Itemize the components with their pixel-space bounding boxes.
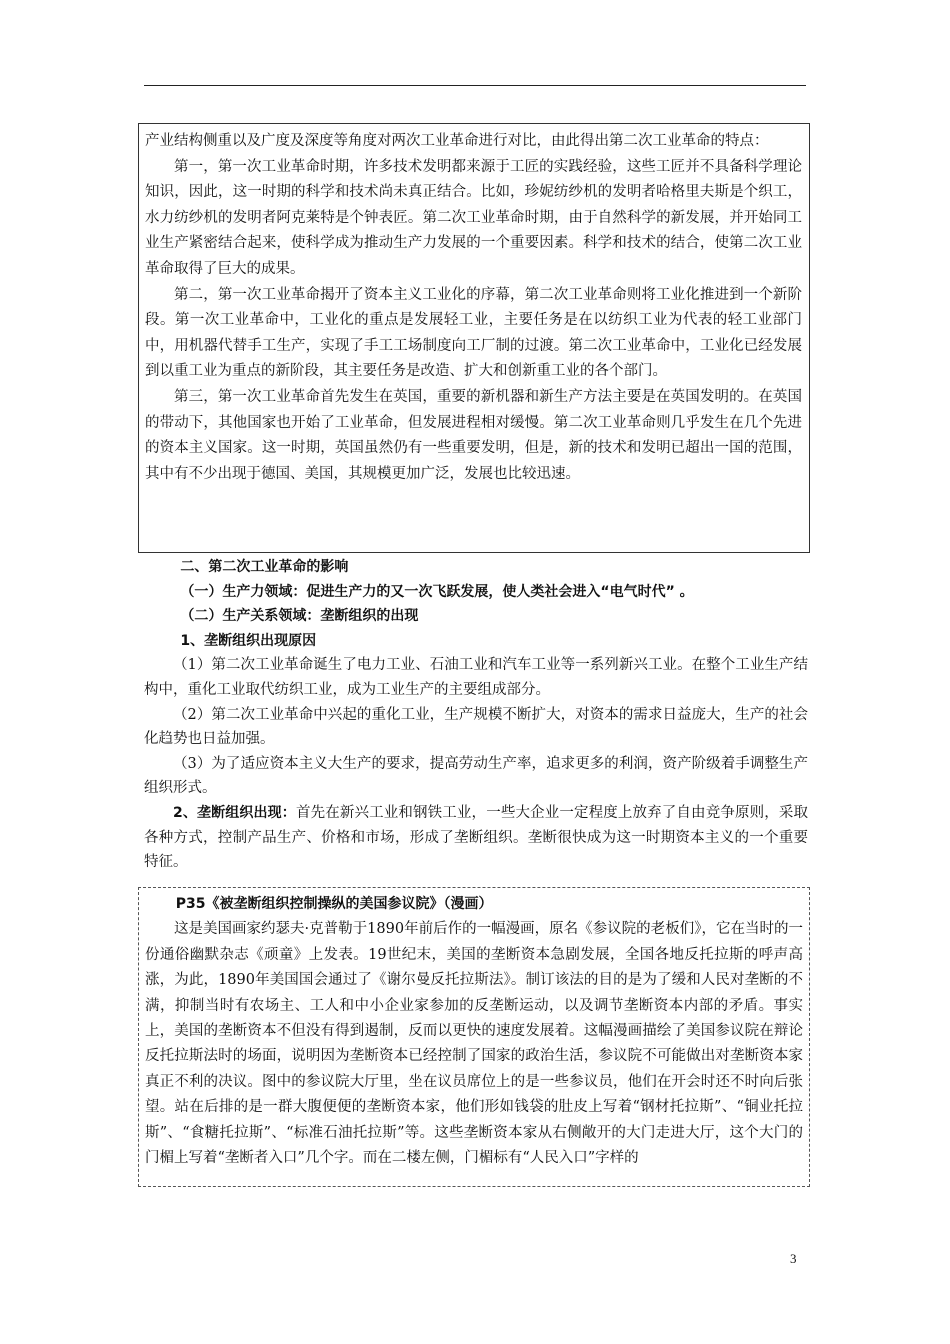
monopoly-emergence-label: 2、垄断组织出现： bbox=[173, 804, 296, 821]
cause-1: （1）第二次工业革命诞生了电力工业、石油工业和汽车工业等一系列新兴工业。在整个工业生产结构中，重化工业取代纺织工业，成为工业生产的主要组成部分。 bbox=[144, 657, 808, 698]
comparison-text-box bbox=[138, 123, 810, 553]
section-heading: 二、第二次工业革命的影响 bbox=[180, 559, 349, 575]
cause-3: （3）为了适应资本主义大生产的要求，提高劳动生产率，追求更多的利润，资产阶级着手调整生产组织形式。 bbox=[144, 755, 808, 797]
impact-section bbox=[144, 555, 808, 875]
comparison-intro: 产业结构侧重以及广度及深度等角度对两次工业革命进行对比，由此得出第二次工业革命的特点： bbox=[145, 133, 769, 149]
cause-2: （2）第二次工业革命中兴起的重化工业，生产规模不断扩大，对资本的需求日益庞大，生产的社会化趋势也日益加强。 bbox=[144, 706, 808, 748]
monopoly-emergence-text: 首先在新兴工业和钢铁工业，一些大企业一定程度上放弃了自由竞争原则，采取各种方式，控制产品生产、价格和市场，形成了垄断组织。垄断很快成为这一时期资本主义的一个重要特征。 bbox=[144, 804, 808, 871]
header-rule bbox=[144, 85, 806, 86]
comparison-point-1: 第一，第一次工业革命时期，许多技术发明都来源于工匠的实践经验，这些工匠并不具备科学理论知识，因此，这一时期的科学和技术尚未真正结合。比如，珍妮纺纱机的发明者哈格里夫斯是个织工，水力纺纱机的发明者阿克莱特是个钟表匠。第二次工业革命时期，由于自然科学的新发展，并开始同工业生产紧密结合起来，使科学成为推动生产力发展的一个重要因素。科学和技术的结合，使第二次工业革命取得了巨大的成果。 bbox=[145, 158, 802, 277]
monopoly-emergence bbox=[144, 801, 808, 875]
page-number: 3 bbox=[790, 1251, 797, 1266]
subheading-relations: （二）生产关系领域：垄断组织的出现 bbox=[180, 608, 419, 625]
comparison-point-2: 第二，第一次工业革命揭开了资本主义工业化的序幕，第二次工业革命则将工业化推进到一个新阶段。第一次工业革命中，工业化的重点是发展轻工业，主要任务是在以纺织工业为代表的轻工业部门中，用机器代替手工生产，实现了手工工场制度向工厂制的过渡。第二次工业革命中，工业化已经发展到以重工业为重点的新阶段，其主要任务是改造、扩大和创新重工业的各个部门。 bbox=[145, 286, 802, 380]
subheading-productivity: （一）生产力领域：促进生产力的又一次飞跃发展，使人类社会进入“电气时代” 。 bbox=[180, 583, 694, 600]
cartoon-description: 这是美国画家约瑟夫·克普勒于1890年前后作的一幅漫画，原名《参议院的老板们》，它在当时的一份通俗幽默杂志《顽童》上发表。19世纪末，美国的垄断资本急剧发展，全国各地反托拉斯的呼声高涨，为此，1890年美国国会通过了《谢尔曼反托拉斯法》。制订该法的目的是为了缓和人民对垄断的不满，抑制当时有农场主、工人和中小企业家参加的反垄断运动，以及调节垄断资本内部的矛盾。事实上，美国的垄断资本不但没有得到遏制，反而以更快的速度发展着。这幅漫画描绘了美国参议院在辩论反托拉斯法时的场面，说明因为垄断资本已经控制了国家的政治生活，参议院不可能做出对垄断资本家真正不利的决议。图中的参议院大厅里，坐在议员席位上的是一些参议员，他们在开会时还不时向后张望。站在后排的是一群大腹便便的垄断资本家，他们形如钱袋的肚皮上写着“钢材托拉斯”、“铜业托拉斯”、“食糖托拉斯”、“标准石油托拉斯”等。这些垄断资本家从右侧敞开的大门走进大厅，这个大门的门楣上写着“垄断者入口”几个字。而在二楼左侧，门楣标有“人民入口”字样的 bbox=[145, 921, 803, 1167]
cartoon-note-box bbox=[138, 887, 810, 1187]
comparison-point-3: 第三，第一次工业革命首先发生在英国，重要的新机器和新生产方法主要是在英国发明的。在英国的带动下，其他国家也开始了工业革命，但发展进程相对缓慢。第二次工业革命则几乎发生在几个先进的资本主义国家。这一时期，英国虽然仍有一些重要发明，但是，新的技术和发明已超出一国的范围，其中有不少出现于德国、美国，其规模更加广泛，发展也比较迅速。 bbox=[145, 388, 802, 482]
subheading-causes: 1、垄断组织出现原因 bbox=[180, 632, 317, 649]
cartoon-title: P35《被垄断组织控制操纵的美国参议院》（漫画） bbox=[175, 896, 493, 912]
